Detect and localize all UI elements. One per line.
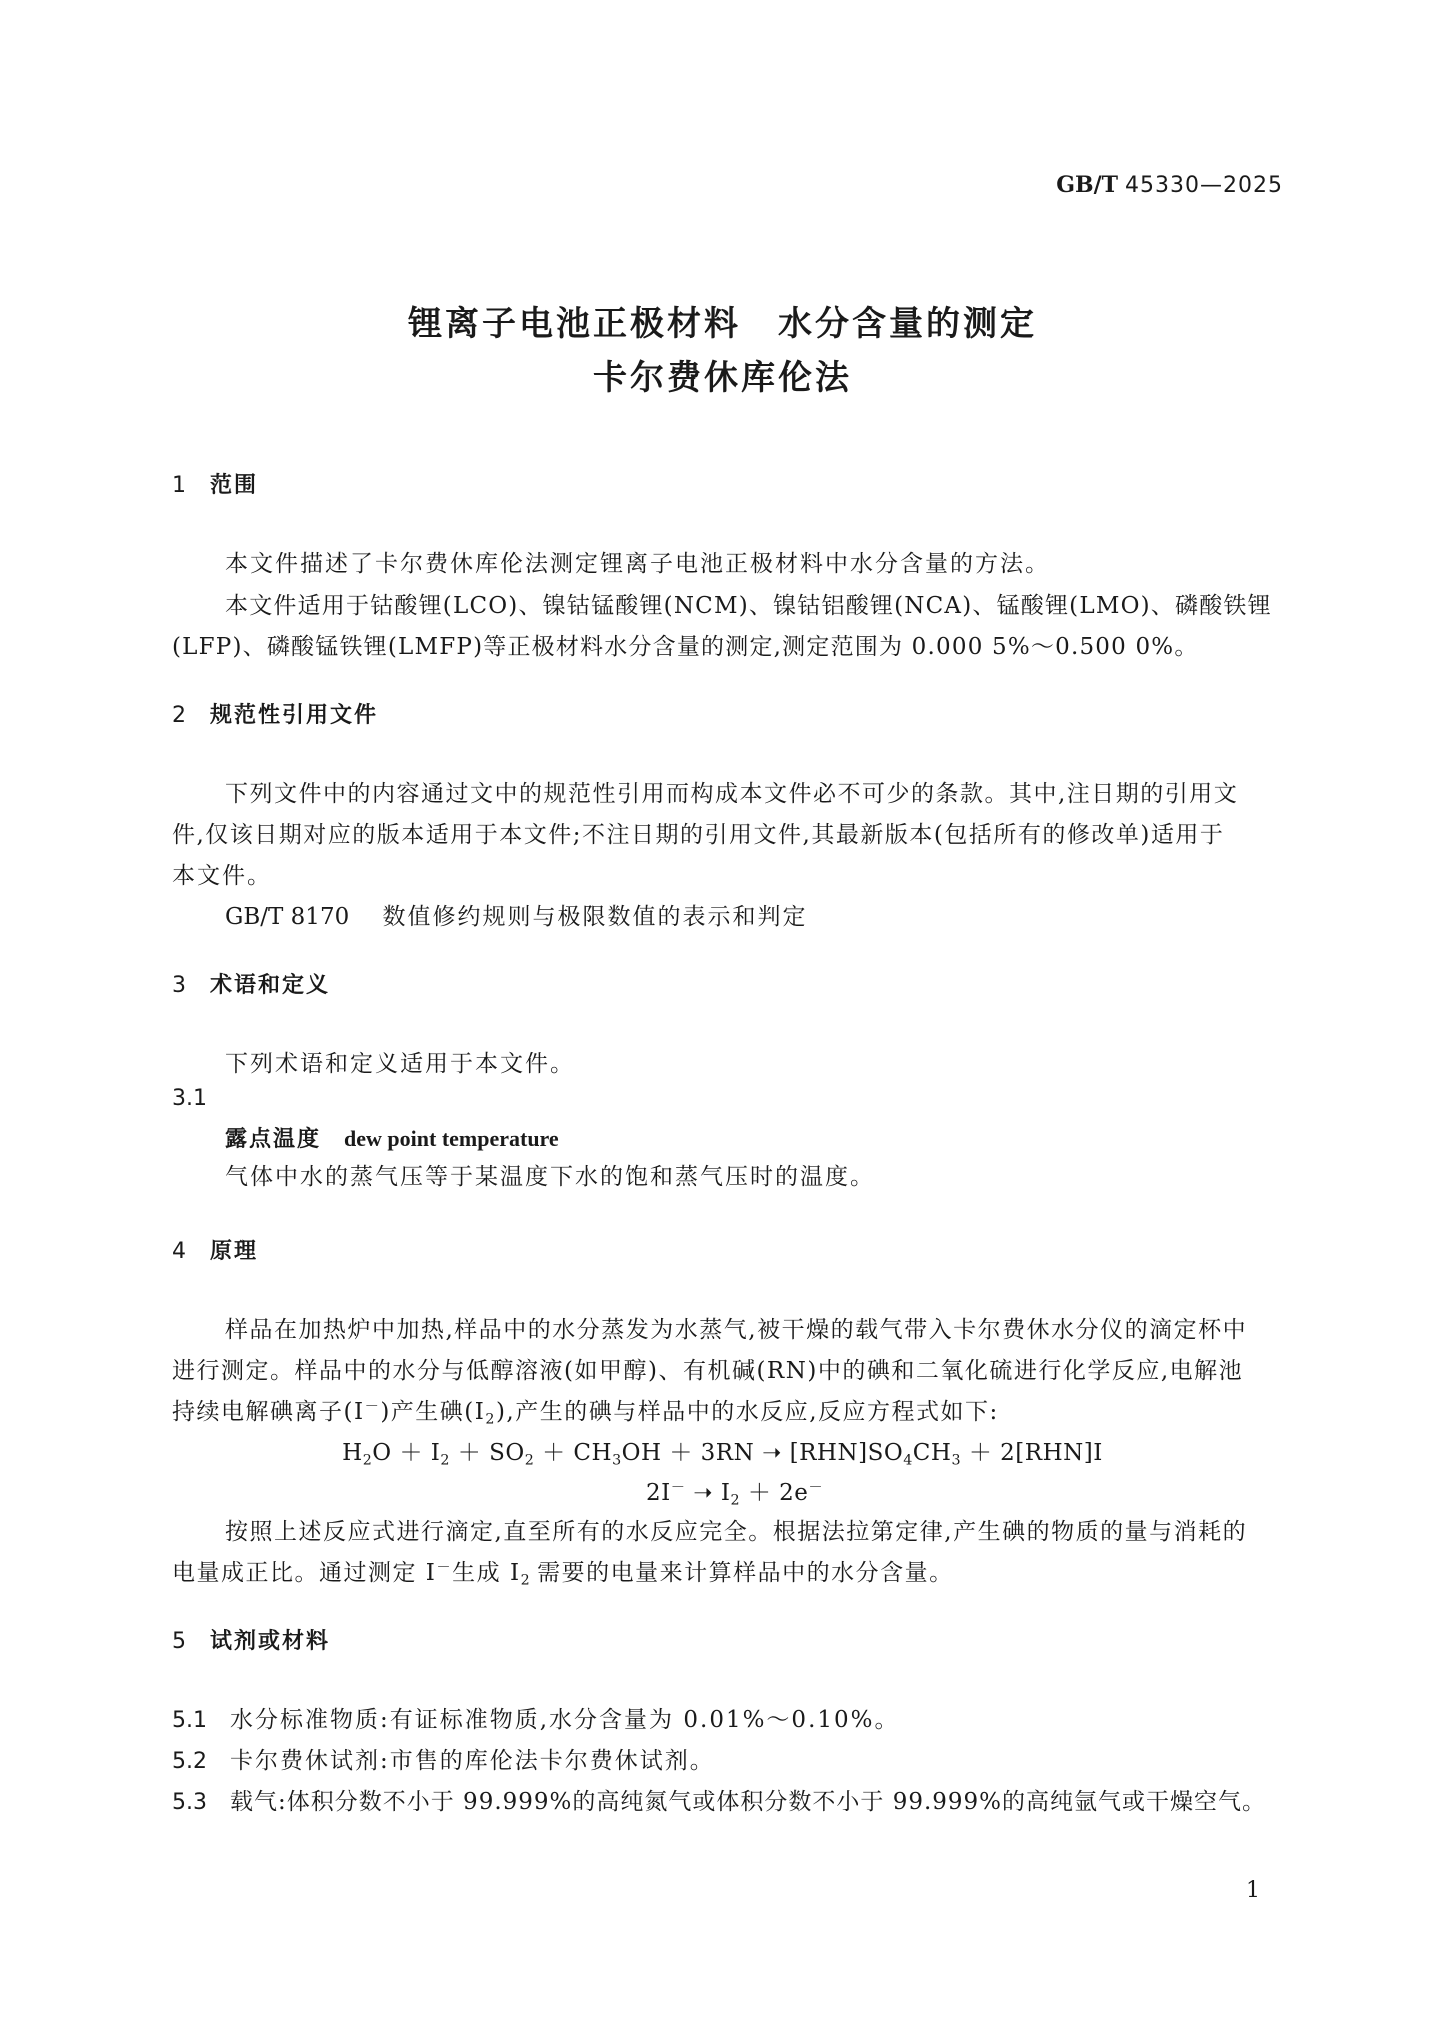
section-4-paragraph-2-line-1: 按照上述反应式进行滴定,直至所有的水反应完全。根据法拉第定律,产生碘的物质的量与消耗的 <box>225 1519 1248 1545</box>
section-3-paragraph: 下列术语和定义适用于本文件。 <box>225 1051 575 1077</box>
section-1-paragraph-2-line-2: (LFP)、磷酸锰铁锂(LMFP)等正极材料水分含量的测定,测定范围为 0.000 5%～0.500 0%。 <box>172 634 1199 660</box>
text-run: ),产生的碘与样品中的水反应,反应方程式如下: <box>495 1399 999 1425</box>
section-2-heading <box>172 698 378 729</box>
eq-text: ＋ 2e <box>747 1480 809 1506</box>
section-2-number: 2 <box>172 703 188 728</box>
section-4-title: 原理 <box>210 1239 259 1264</box>
section-5-number: 5 <box>172 1629 188 1654</box>
reaction-equation-2 <box>646 1474 823 1508</box>
eq-text: 2I <box>646 1480 671 1506</box>
subscript: 2 <box>485 1411 496 1428</box>
section-3-number: 3 <box>172 973 188 998</box>
reaction-equation-1 <box>0 1434 1445 1468</box>
text-run: 生成 I <box>452 1560 521 1586</box>
superscript: － <box>364 1399 381 1416</box>
section-5-title: 试剂或材料 <box>210 1629 331 1654</box>
eq-subscript: 3 <box>951 1452 962 1469</box>
section-4-paragraph-1-line-1: 样品在加热炉中加热,样品中的水分蒸发为水蒸气,被干燥的载气带入卡尔费休水分仪的滴定杯中 <box>225 1317 1248 1343</box>
section-4-number: 4 <box>172 1239 188 1264</box>
standard-number-suffix: 45330—2025 <box>1125 173 1283 198</box>
section-5-heading <box>172 1624 330 1655</box>
clause-5-3 <box>172 1783 1266 1816</box>
text-run: 持续电解碘离子(I <box>172 1399 365 1425</box>
term-number: 3.1 <box>172 1086 207 1111</box>
page-number: 1 <box>1246 1878 1260 1903</box>
eq-text: ➝ I <box>693 1480 731 1506</box>
term-definition: 气体中水的蒸气压等于某温度下水的饱和蒸气压时的温度。 <box>225 1164 875 1190</box>
term-chinese: 露点温度 <box>225 1127 322 1152</box>
clause-number: 5.1 <box>172 1708 207 1733</box>
section-2-title: 规范性引用文件 <box>210 703 379 728</box>
eq-text: OH ＋ 3RN ➝ [RHN]SO <box>621 1440 904 1466</box>
term-heading <box>225 1122 559 1153</box>
eq-text: CH <box>912 1440 952 1466</box>
section-1-paragraph-2-line-1: 本文件适用于钴酸锂(LCO)、镍钴锰酸锂(NCM)、镍钴铝酸锂(NCA)、锰酸锂(LMO)、磷酸铁锂 <box>225 593 1272 619</box>
section-2-paragraph-line-1: 下列文件中的内容通过文中的规范性引用而构成本文件必不可少的条款。其中,注日期的引用文 <box>225 781 1239 807</box>
eq-text: ＋ 2[RHN]I <box>968 1440 1103 1466</box>
document-title-line1: 锂离子电池正极材料 水分含量的测定 <box>408 304 1037 344</box>
section-1-paragraph-1: 本文件描述了卡尔费休库伦法测定锂离子电池正极材料中水分含量的方法。 <box>225 551 1050 577</box>
clause-5-1 <box>172 1701 900 1734</box>
section-2-paragraph-line-3: 本文件。 <box>172 863 272 889</box>
section-1-title: 范围 <box>210 473 259 498</box>
clause-text: 载气:体积分数不小于 99.999%的高纯氮气或体积分数不小于 99.999%的高纯氩气或干燥空气。 <box>230 1789 1267 1815</box>
section-4-paragraph-2-line-2 <box>172 1554 954 1588</box>
document-title-line2: 卡尔费休库伦法 <box>593 358 852 398</box>
eq-text: ＋ SO <box>457 1440 525 1466</box>
section-1-number: 1 <box>172 473 188 498</box>
section-2-paragraph-line-2: 件,仅该日期对应的版本适用于本文件;不注日期的引用文件,其最新版本(包括所有的修改单)适用于 <box>172 822 1225 848</box>
eq-text: O ＋ I <box>372 1440 441 1466</box>
term-english: dew point temperature <box>344 1126 559 1151</box>
eq-subscript: 4 <box>903 1452 913 1469</box>
eq-subscript: 2 <box>362 1452 373 1469</box>
section-4-paragraph-1-line-2: 进行测定。样品中的水分与低醇溶液(如甲醇)、有机碱(RN)中的碘和二氧化硫进行化学反应,电解池 <box>172 1358 1244 1384</box>
eq-subscript: 3 <box>612 1452 622 1469</box>
eq-subscript: 2 <box>730 1492 741 1509</box>
text-run: 电量成正比。通过测定 I <box>172 1560 437 1586</box>
section-4-paragraph-1-line-3 <box>172 1393 999 1427</box>
text-run: )产生碘(I <box>380 1399 486 1425</box>
section-3-heading <box>172 968 330 999</box>
text-run: 需要的电量来计算样品中的水分含量。 <box>537 1560 954 1586</box>
section-4-heading <box>172 1234 258 1265</box>
eq-superscript: － <box>670 1480 686 1497</box>
normative-reference <box>225 898 808 931</box>
subscript: 2 <box>520 1572 532 1589</box>
section-3-title: 术语和定义 <box>210 973 331 998</box>
eq-text: H <box>342 1440 363 1466</box>
clause-number: 5.2 <box>172 1749 207 1774</box>
clause-5-2 <box>172 1742 715 1775</box>
eq-subscript: 2 <box>524 1452 535 1469</box>
standard-number-prefix: GB/T <box>1056 172 1119 198</box>
section-1-heading <box>172 468 258 499</box>
eq-text: ＋ CH <box>542 1440 613 1466</box>
clause-number: 5.3 <box>172 1790 207 1815</box>
eq-superscript: － <box>808 1480 824 1497</box>
eq-subscript: 2 <box>440 1452 450 1469</box>
clause-text: 水分标准物质:有证标准物质,水分含量为 0.01%～0.10%。 <box>230 1707 900 1733</box>
clause-text: 卡尔费休试剂:市售的库伦法卡尔费休试剂。 <box>230 1748 715 1774</box>
standard-number <box>1056 172 1283 198</box>
reference-title: 数值修约规则与极限数值的表示和判定 <box>382 904 808 930</box>
superscript: － <box>436 1560 453 1577</box>
reference-code: GB/T 8170 <box>225 904 350 930</box>
